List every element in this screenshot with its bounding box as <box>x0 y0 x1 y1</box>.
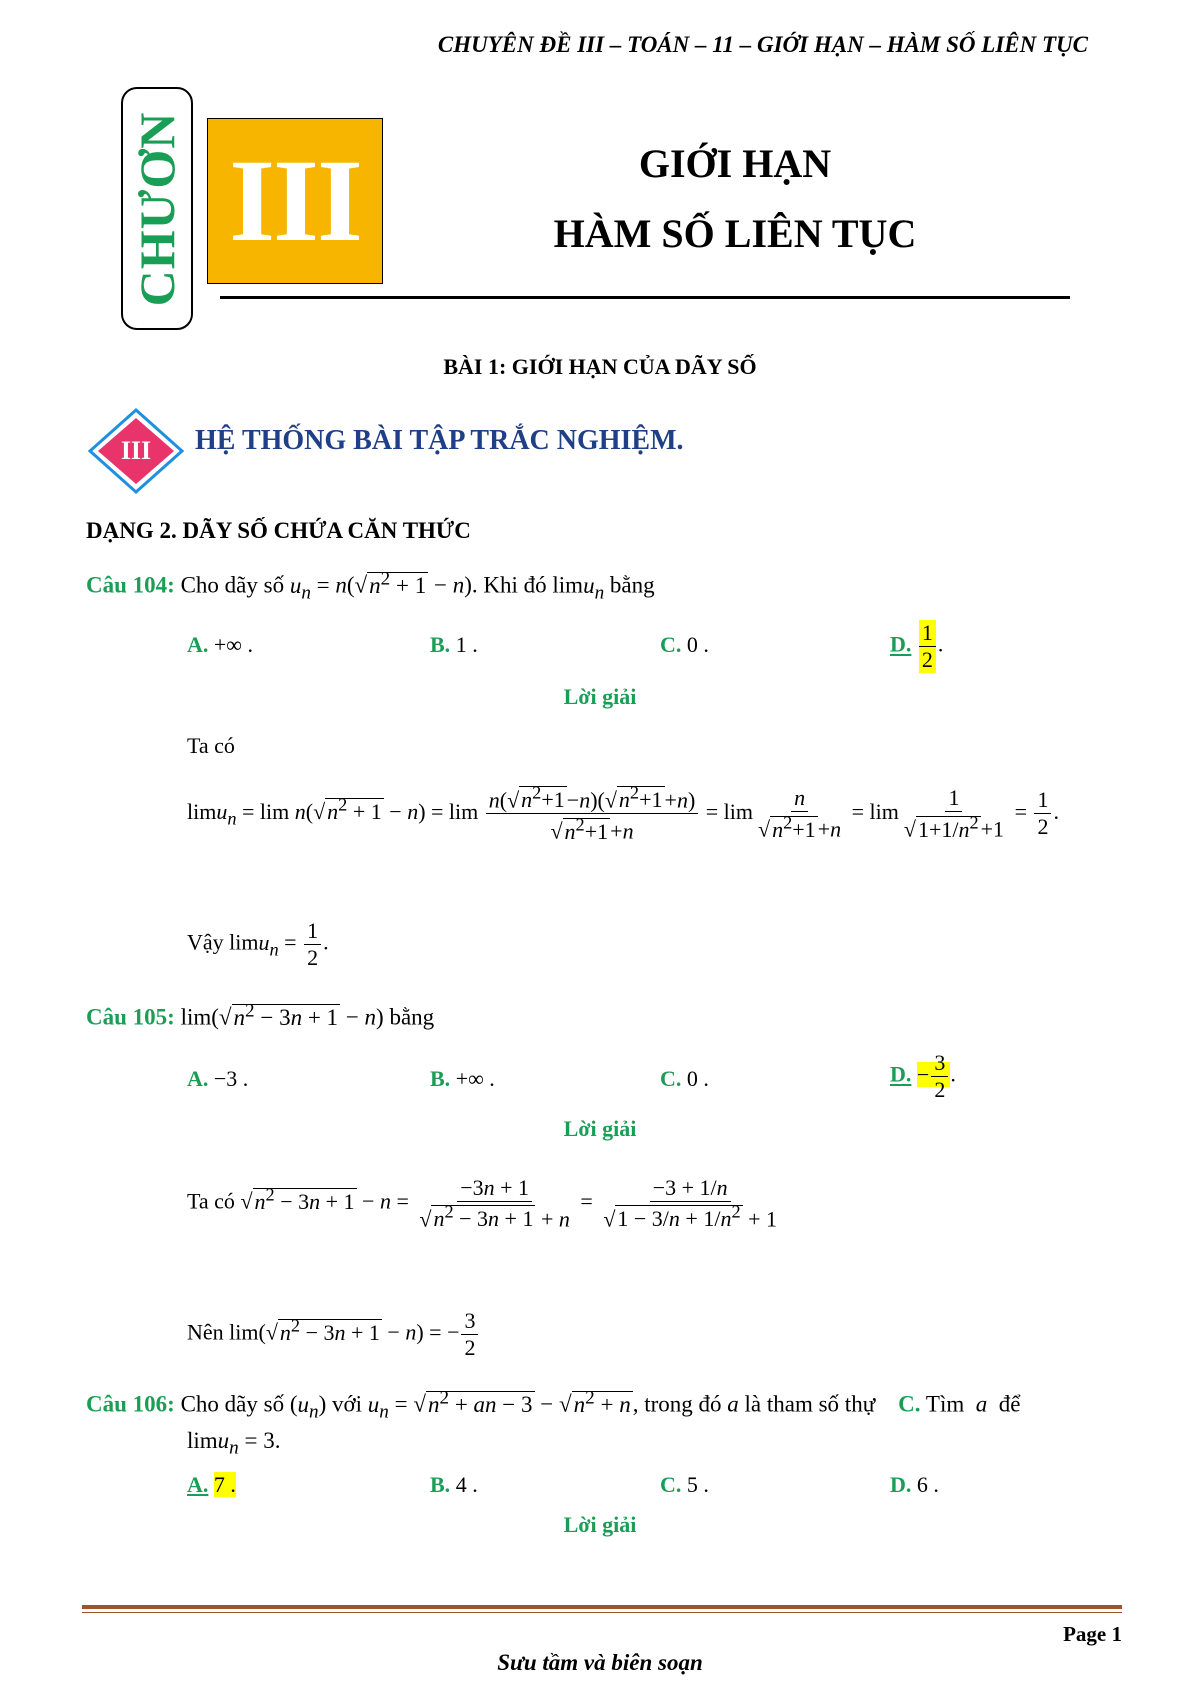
question-106: Câu 106: Cho dãy số $(u_n)$ với $u_n = √n^2$ + an − $3 - √n^2 + n$, trong đó a là tham số thự C. Tìm a để <box>86 1387 1021 1423</box>
option-d[interactable]: D. − $\frac{3}{2}$ . <box>890 1050 956 1102</box>
chapter-title-line2: HÀM SỐ LIÊN TỤC <box>553 211 917 256</box>
solution-104-equation: $\lim u_n = \lim n(√n^2 + 1 - n) = \lim$ $\frac{n(√n^2+1-n)(√n^2+1+n)}{√n^2+1+n}$ = lim $\frac{n}{√n^2+1+n}$ = lim $\frac{1}{√1+1/n^2+1}$ = $\frac{1}{2}$ . <box>187 783 1059 844</box>
footer-text: Sưu tầm và biên soạn <box>497 1650 703 1675</box>
question-text: Cho dãy số <box>180 572 285 598</box>
dang-title: DẠNG 2. DÃY SỐ CHỨA CĂN THỨC <box>86 518 471 543</box>
chapter-side-label: CHƯƠN <box>129 111 185 306</box>
chapter-number-box <box>207 118 383 284</box>
solution-label: Lời giải <box>563 1116 637 1141</box>
question-105: Câu 105: $\lim(√n^2 - 3n + 1 - n)$ bằng <box>86 1000 435 1030</box>
solution-text: Ta có <box>187 733 235 758</box>
solution-label: Lời giải <box>563 1512 637 1537</box>
answer-highlight: − $\frac{3}{2}$ <box>917 1062 950 1087</box>
question-label: Câu 106: <box>86 1391 175 1417</box>
section-badge <box>86 408 186 494</box>
option-b[interactable]: B. +∞ . <box>430 1066 495 1091</box>
question-label: Câu 105: <box>86 1004 175 1030</box>
solution-104-conclusion: Vậy limu$_n$ = $\frac{1}{2}$ . <box>187 918 329 970</box>
chapter-side-label-box <box>121 87 193 330</box>
lesson-title: BÀI 1: GIỚI HẠN CỦA DÃY SỐ <box>443 354 757 379</box>
option-d[interactable]: D. 6 . <box>890 1472 939 1497</box>
question-106-line2: limu$_n$ = 3. <box>187 1428 281 1459</box>
option-c[interactable]: C. 0 . <box>660 632 709 657</box>
option-c[interactable]: C. 0 . <box>660 1066 709 1091</box>
chapter-number: III <box>229 135 361 266</box>
footer-divider-thin <box>82 1612 1122 1613</box>
document-header: CHUYÊN ĐỀ III – TOÁN – 11 – GIỚI HẠN – HÀM SỐ LIÊN TỤC <box>437 32 1088 57</box>
question-text: bằng <box>389 1004 435 1030</box>
option-b[interactable]: B. 4 . <box>430 1472 478 1497</box>
solution-105-conclusion: Nên $\lim(√n^2 - 3n + 1 - n)$ = − $\frac{3}{2}$ <box>187 1308 480 1361</box>
page-number: Page 1 <box>1063 1622 1122 1646</box>
question-104: Câu 104: Cho dãy số $u_n = n(√n^2 + 1 - n)$. Khi đó limu$_n$ bằng <box>86 568 655 604</box>
question-label: Câu 104: <box>86 572 175 598</box>
chapter-title-line1: GIỚI HẠN <box>638 141 832 186</box>
question-text: bằng <box>609 572 655 598</box>
option-b[interactable]: B. 1 . <box>430 632 478 657</box>
solution-105-equation: Ta có $√n^2 - 3n + 1 - n$ = $\frac{-3n + 1}{√n^2 - 3n + 1 + n}$ = $\frac{-3 + 1/n}{√1 - 3/n + 1/n^2 + 1}$ <box>187 1175 778 1232</box>
option-a[interactable]: A. −3 . <box>187 1066 249 1091</box>
option-a[interactable]: A. 7 . <box>187 1472 236 1497</box>
option-a[interactable]: A. +∞ . <box>187 632 253 657</box>
section-badge-label: III <box>120 436 152 465</box>
solution-label: Lời giải <box>563 684 637 709</box>
question-text: . Khi đó <box>471 572 547 598</box>
footer-divider <box>82 1605 1122 1609</box>
option-d[interactable]: D. $\frac{1}{2}$ . <box>890 620 944 672</box>
chapter-divider <box>220 296 1070 299</box>
section-title: HỆ THỐNG BÀI TẬP TRẮC NGHIỆM. <box>195 425 684 456</box>
answer-highlight: 7 . <box>213 1472 236 1497</box>
option-c[interactable]: C. 5 . <box>660 1472 709 1497</box>
answer-highlight: $\frac{1}{2}$ <box>919 620 936 673</box>
